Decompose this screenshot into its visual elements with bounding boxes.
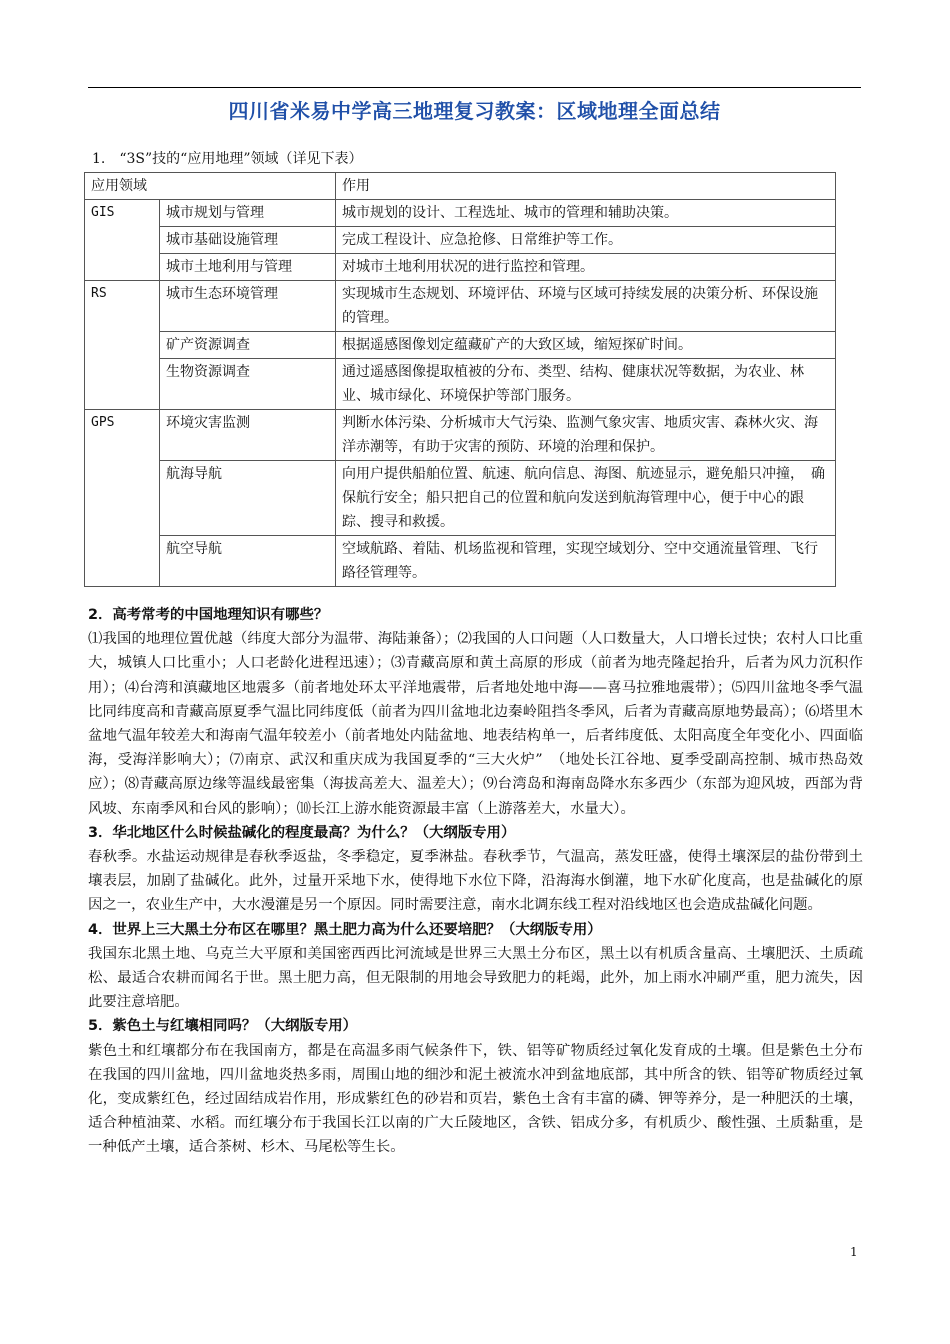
table-row [85, 227, 836, 254]
table-row [85, 281, 836, 332]
table-row [85, 332, 836, 359]
table-row [85, 536, 836, 587]
use-cell: 城市规划的设计、工程选址、城市的管理和辅助决策。 [336, 200, 836, 227]
field-cell: 矿产资源调查 [160, 332, 336, 359]
field-cell: 城市土地利用与管理 [160, 254, 336, 281]
field-cell: 城市规划与管理 [160, 200, 336, 227]
use-cell: 判断水体污染、分析城市大气污染、监测气象灾害、地质灾害、森林火灾、海洋赤潮等，有助于灾害的预防、环境的治理和保护。 [336, 410, 836, 461]
section-2-heading: 2．高考常考的中国地理知识有哪些？ [88, 607, 329, 623]
section-1-heading: 1. “3S”技的“应用地理”领域（详见下表） [92, 151, 363, 167]
tech-cell-gis: GIS [85, 200, 160, 281]
tech-cell-gps: GPS [85, 410, 160, 587]
use-cell: 通过遥感图像提取植被的分布、类型、结构、健康状况等数据，为农业、林业、城市绿化、环境保护等部门服务。 [336, 359, 836, 410]
applications-table [84, 172, 836, 587]
table-header-row [85, 173, 836, 200]
use-cell: 实现城市生态规划、环境评估、环境与区域可持续发展的决策分析、环保设施的管理。 [336, 281, 836, 332]
use-cell: 向用户提供船舶位置、航速、航向信息、海图、航迹显示，避免船只冲撞， 确保航行安全；船只把自己的位置和航向发送到航海管理中心，便于中心的跟踪、搜寻和救援。 [336, 461, 836, 536]
document-title: 四川省米易中学高三地理复习教案：区域地理全面总结 [228, 99, 721, 123]
section-4-body: 我国东北黑土地、乌克兰大平原和美国密西西比河流域是世界三大黑土分布区，黑土以有机质含量高、土壤肥沃、土质疏松、最适合农耕而闻名于世。黑土肥力高，但无限制的用地会导致肥力的耗竭，此外，加上雨水冲刷严重，肥力流失，因此要注意培肥。 [88, 945, 863, 1011]
table-row [85, 254, 836, 281]
use-cell: 根据遥感图像划定蕴藏矿产的大致区域，缩短探矿时间。 [336, 332, 836, 359]
table-row [85, 359, 836, 410]
header-function: 作用 [336, 173, 836, 200]
field-cell: 城市基础设施管理 [160, 227, 336, 254]
field-cell: 航海导航 [160, 461, 336, 536]
table-row [85, 461, 836, 536]
tech-cell-rs: RS [85, 281, 160, 410]
use-cell: 完成工程设计、应急抢修、日常维护等工作。 [336, 227, 836, 254]
table-row [85, 410, 836, 461]
section-3-heading: 3．华北地区什么时候盐碱化的程度最高？为什么？（大纲版专用） [88, 824, 516, 841]
field-cell: 航空导航 [160, 536, 336, 587]
field-cell: 城市生态环境管理 [160, 281, 336, 332]
use-cell: 空域航路、着陆、机场监视和管理，实现空域划分、空中交通流量管理、飞行路径管理等。 [336, 536, 836, 587]
section-5-heading: 5．紫色土与红壤相同吗？（大纲版专用） [88, 1018, 358, 1035]
section-5-body: 紫色土和红壤都分布在我国南方，都是在高温多雨气候条件下，铁、铝等矿物质经过氧化发育成的土壤。但是紫色土分布在我国的四川盆地，四川盆地炎热多雨，周围山地的细沙和泥土被流水冲到盆地底部，其中所含的铁、铝等矿物质经过氧化，变成紫红色，经过固结成岩作用，形成紫红色的砂岩和页岩，紫色土含有丰富的磷、钾等养分，是一种肥沃的土壤，适合种植油菜、水稻。而红壤分布于我国长江以南的广大丘陵地区，含铁、铝成分多，有机质少、酸性强、土质黏重，是一种低产土壤，适合茶树、杉木、马尾松等生长。 [88, 1042, 863, 1156]
header-application-field: 应用领域 [85, 173, 336, 200]
table-row [85, 200, 836, 227]
page-number: 1 [850, 1245, 858, 1259]
header-rule [88, 87, 861, 88]
section-4-heading: 4．世界上三大黑土分布区在哪里？黑土肥力高为什么还要培肥？（大纲版专用） [88, 921, 602, 938]
use-cell: 对城市土地利用状况的进行监控和管理。 [336, 254, 836, 281]
body-sections [88, 603, 863, 1160]
field-cell: 环境灾害监测 [160, 410, 336, 461]
field-cell: 生物资源调查 [160, 359, 336, 410]
section-2-body: ⑴我国的地理位置优越（纬度大部分为温带、海陆兼备）；⑵我国的人口问题（人口数量大，人口增长过快；农村人口比重大，城镇人口比重小；人口老龄化进程迅速）；⑶青藏高原和黄土高原的形成（前者为地壳隆起抬升，后者为风力沉积作用）；⑷台湾和滇藏地区地震多（前者地处环太平洋地震带，后者地处地中海——喜马拉雅地震带）；⑸四川盆地冬季气温比同纬度高和青藏高原夏季气温比同纬度低（前者为四川盆地北边秦岭阻挡冬季风，后者为青藏高原地势最高）；⑹塔里木盆地气温年较差大和海南气温年较差小（前者地处内陆盆地、地表结构单一，后者纬度低、太阳高度全年变化小、四面临海，受海洋影响大）；⑺南京、武汉和重庆成为我国夏季的“三大火炉” （地处长江谷地、夏季受副高控制、城市热岛效应）；⑻青藏高原边缘等温线最密集（海拔高差大、温差大）；⑼台湾岛和海南岛降水东多西少（东部为迎风坡，西部为背风坡、东南季风和台风的影响）；⑽长江上游水能资源最丰富（上游落差大，水量大）。 [88, 631, 863, 817]
section-3-body: 春秋季。水盐运动规律是春秋季返盐，冬季稳定，夏季淋盐。春秋季节，气温高，蒸发旺盛，使得土壤深层的盐份带到土壤表层，加剧了盐碱化。此外，过量开采地下水，使得地下水位下降，沿海海水倒灌，地下水矿化度高，也是盐碱化的原因之一，农业生产中，大水漫灌是另一个原因。同时需要注意，南水北调东线工程对沿线地区也会造成盐碱化问题。 [88, 849, 863, 914]
